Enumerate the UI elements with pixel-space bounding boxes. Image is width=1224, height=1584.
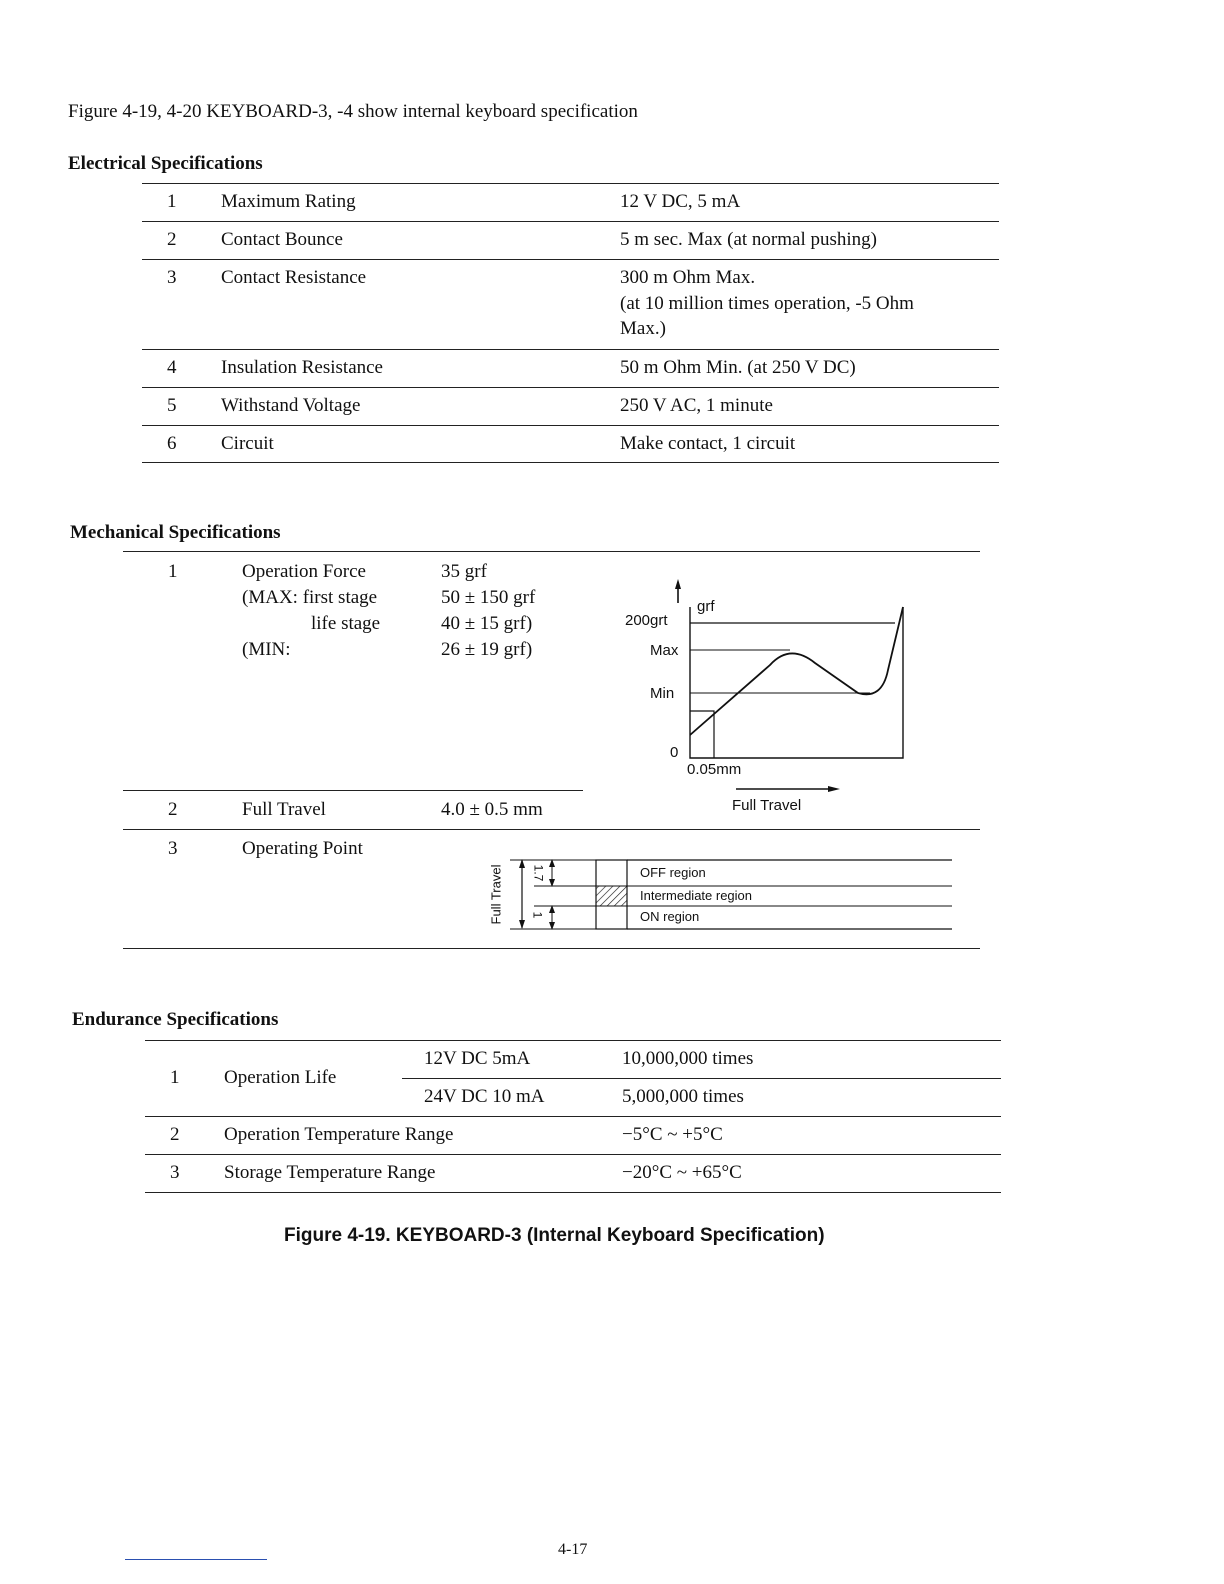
row-value: 12 V DC, 5 mA [620, 191, 741, 212]
row-value: 40 ± 15 grf) [441, 613, 533, 634]
table-rule [142, 349, 999, 350]
mechanical-title: Mechanical Specifications [70, 522, 281, 543]
y-label-max: Max [650, 642, 679, 659]
on-region-label: ON region [640, 909, 700, 924]
table-rule [142, 462, 999, 463]
row-value: −20°C ~ +65°C [622, 1162, 742, 1183]
row-item: Insulation Resistance [221, 357, 383, 378]
upper-dimension-label: 1.7 [531, 864, 546, 882]
row-value: 50 ± 150 grf [441, 587, 536, 608]
footer-rule [125, 1559, 267, 1560]
lower-dimension-label: 1 [530, 911, 545, 919]
row-value: 50 m Ohm Min. (at 250 V DC) [620, 357, 856, 378]
endurance-title: Endurance Specifications [72, 1009, 279, 1030]
y-unit-label: grf [697, 598, 715, 615]
row-item: Storage Temperature Range [224, 1162, 436, 1183]
life-times: 10,000,000 times [622, 1048, 754, 1069]
table-rule [402, 1078, 1001, 1079]
row-number: 3 [168, 838, 178, 859]
row-item: Contact Resistance [221, 267, 367, 288]
row-number: 2 [170, 1124, 180, 1145]
table-rule [145, 1192, 1001, 1193]
row-number: 1 [168, 561, 178, 582]
row-value: 300 m Ohm Max. [620, 267, 756, 288]
row-number: 6 [167, 433, 177, 454]
table-rule [145, 1116, 1001, 1117]
table-rule [142, 259, 999, 260]
row-item: Operation Force [242, 561, 366, 582]
page-number: 4-17 [558, 1541, 588, 1558]
row-item: Maximum Rating [221, 191, 356, 212]
row-number: 2 [168, 799, 178, 820]
intro-text: Figure 4-19, 4-20 KEYBOARD-3, -4 show internal keyboard specification [68, 101, 638, 122]
intermediate-region-label: Intermediate region [640, 888, 753, 903]
row-item: Circuit [221, 433, 274, 454]
table-rule [123, 829, 980, 830]
electrical-title: Electrical Specifications [68, 153, 263, 174]
table-rule [123, 551, 980, 552]
row-value: 4.0 ± 0.5 mm [441, 799, 543, 820]
row-value: 26 ± 19 grf) [441, 639, 533, 660]
life-times: 5,000,000 times [622, 1086, 744, 1107]
table-rule [142, 425, 999, 426]
row-item: Operation Temperature Range [224, 1124, 454, 1145]
off-region-label: OFF region [640, 865, 706, 880]
table-rule [142, 221, 999, 222]
row-number: 3 [167, 267, 177, 288]
graph-frame [690, 607, 903, 758]
row-item: (MAX: first stage [242, 587, 378, 608]
row-number: 1 [167, 191, 177, 212]
row-value: (at 10 million times operation, -5 Ohm [620, 293, 914, 314]
row-number: 4 [167, 357, 177, 378]
table-rule [142, 387, 999, 388]
force-curve [690, 607, 903, 735]
load-condition: 12V DC 5mA [424, 1048, 531, 1069]
row-item: Contact Bounce [221, 229, 343, 250]
row-value: 5 m sec. Max (at normal pushing) [620, 229, 877, 250]
row-value: 35 grf [441, 561, 487, 582]
row-number: 5 [167, 395, 177, 416]
row-value: Make contact, 1 circuit [620, 433, 796, 454]
row-item: Withstand Voltage [221, 395, 361, 416]
full-travel-side-label: Full Travel [488, 864, 504, 925]
y-label-zero: 0 [670, 744, 679, 761]
table-rule [123, 948, 980, 949]
row-item: (MIN: [242, 639, 291, 660]
y-label-min: Min [650, 685, 675, 702]
table-rule [142, 183, 999, 184]
figure-caption: Figure 4-19. KEYBOARD-3 (Internal Keyboard Specification) [284, 1225, 825, 1246]
arrowhead [519, 920, 525, 929]
arrowhead [675, 579, 681, 589]
axis-title: Full Travel [732, 797, 802, 814]
load-condition: 24V DC 10 mA [424, 1086, 545, 1107]
row-value: Max.) [620, 318, 666, 339]
table-rule [145, 1154, 1001, 1155]
x-label: 0.05mm [687, 761, 742, 778]
intermediate-hatch [596, 886, 627, 906]
row-item: Full Travel [242, 799, 326, 820]
row-item: Operating Point [242, 838, 363, 859]
table-rule [145, 1040, 1001, 1041]
table-rule [123, 790, 583, 791]
row-value: −5°C ~ +5°C [622, 1124, 723, 1145]
arrowhead [828, 786, 840, 792]
row-item: Operation Life [224, 1067, 337, 1088]
row-number: 1 [170, 1067, 180, 1088]
row-number: 3 [170, 1162, 180, 1183]
row-item: life stage [311, 613, 381, 634]
row-number: 2 [167, 229, 177, 250]
y-label-200: 200grt [625, 612, 668, 629]
row-value: 250 V AC, 1 minute [620, 395, 773, 416]
